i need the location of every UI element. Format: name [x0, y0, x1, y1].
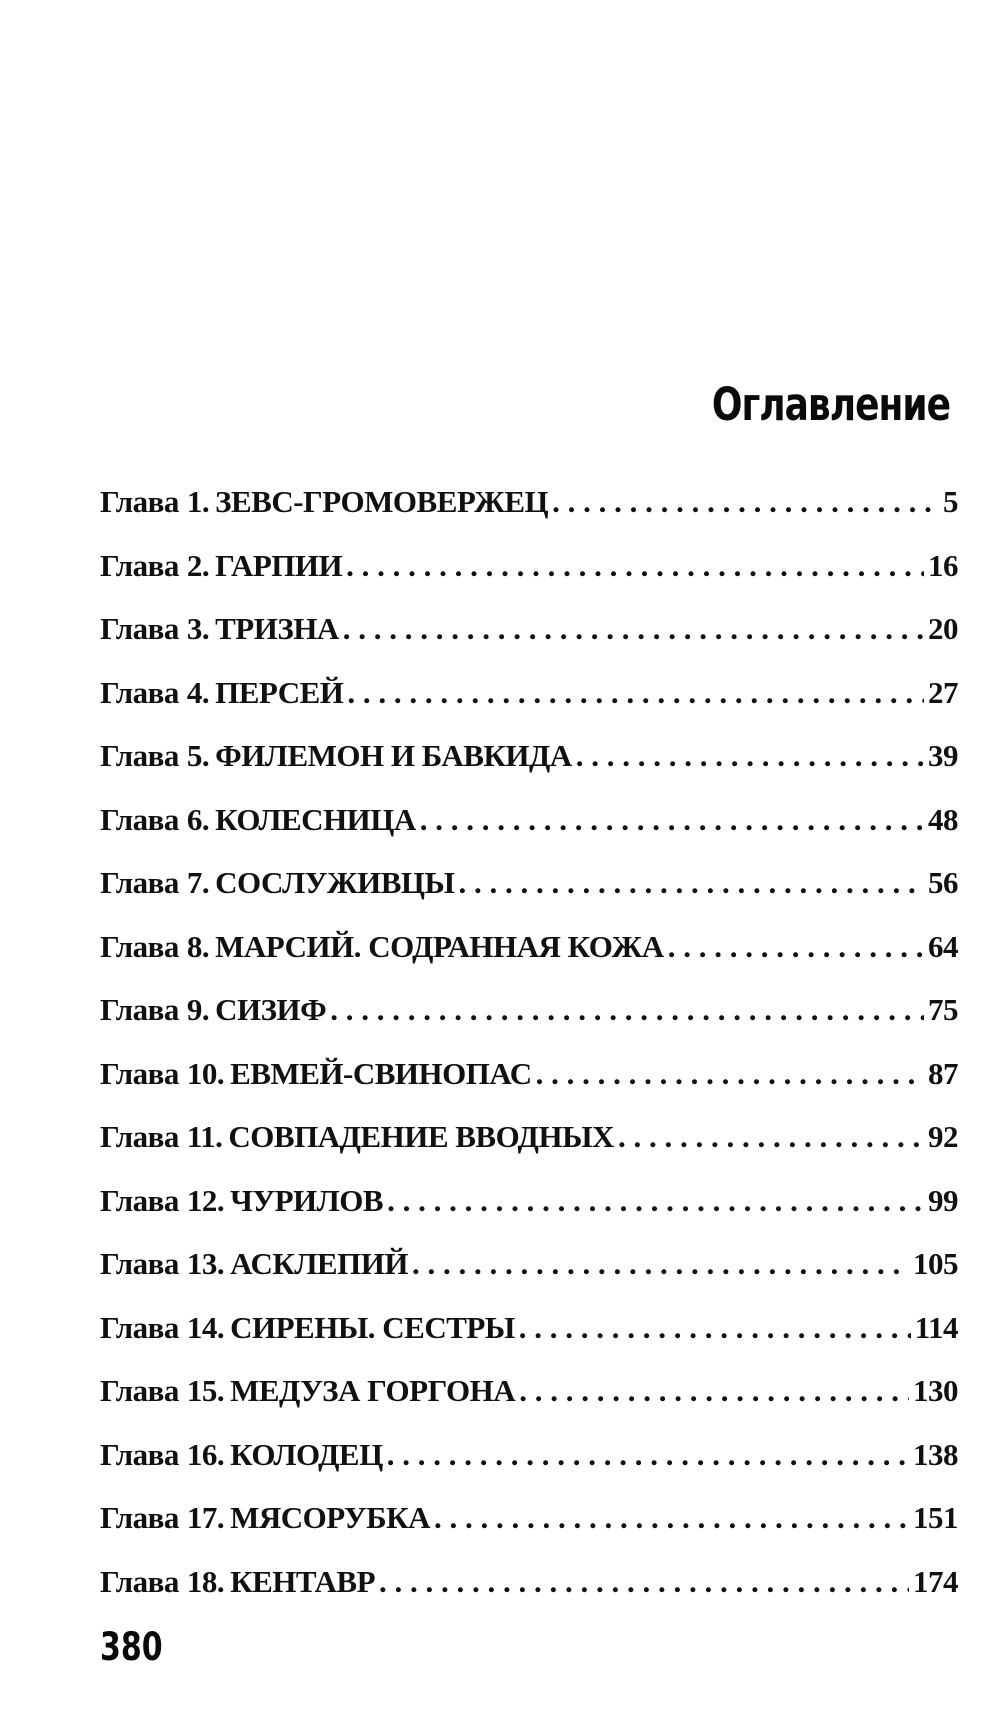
toc-entry-label	[100, 1564, 375, 1600]
chapter-title: КОЛЕСНИЦА	[215, 801, 416, 837]
chapter-number: 7.	[186, 865, 210, 900]
chapter-number: 9.	[186, 992, 210, 1027]
chapter-prefix: Глава	[100, 992, 179, 1027]
chapter-page-number: 92	[928, 1119, 958, 1154]
chapter-page-number: 138	[913, 1436, 958, 1472]
dot-leader	[576, 738, 924, 774]
toc-entry-label	[100, 1119, 614, 1155]
dot-leader	[343, 611, 924, 647]
chapter-page-number: 16	[928, 547, 958, 583]
chapter-number: 10.	[186, 1055, 225, 1091]
chapter-page-number: 99	[928, 1182, 958, 1218]
chapter-title: ЧУРИЛОВ	[230, 1182, 384, 1218]
chapter-title: СОВПАДЕНИЕ ВВОДНЫХ	[228, 1119, 614, 1154]
chapter-number: 1.	[186, 484, 210, 519]
chapter-number: 18.	[186, 1563, 225, 1599]
chapter-prefix: Глава	[100, 865, 179, 900]
chapter-number: 17.	[186, 1500, 225, 1535]
toc-entry	[100, 1373, 958, 1437]
toc-entry-label	[100, 1056, 532, 1092]
chapter-prefix: Глава	[100, 1373, 179, 1408]
toc-entry-label	[100, 611, 339, 647]
chapter-page-number: 151	[913, 1500, 958, 1535]
chapter-title: КЕНТАВР	[230, 1563, 376, 1599]
chapter-prefix: Глава	[100, 674, 179, 710]
toc-entry	[100, 929, 958, 993]
chapter-prefix: Глава	[100, 1246, 179, 1281]
dot-leader	[519, 1373, 909, 1409]
chapter-title: ГАРПИИ	[215, 547, 343, 583]
toc-entry	[100, 1183, 958, 1247]
chapter-prefix: Глава	[100, 547, 179, 583]
chapter-title: СИЗИФ	[215, 992, 327, 1027]
chapter-page-number: 48	[928, 801, 958, 837]
dot-leader	[347, 675, 924, 711]
dot-leader	[519, 1310, 911, 1346]
dot-leader	[536, 1056, 924, 1092]
chapter-prefix: Глава	[100, 801, 179, 837]
chapter-prefix: Глава	[100, 1119, 179, 1154]
chapter-prefix: Глава	[100, 1055, 179, 1091]
chapter-number: 2.	[186, 547, 210, 583]
toc-entry	[100, 992, 958, 1056]
chapter-page-number: 39	[928, 738, 958, 773]
dot-leader	[387, 1437, 909, 1473]
toc-entry	[100, 865, 958, 929]
toc-entry	[100, 1437, 958, 1501]
toc-entry	[100, 548, 958, 612]
chapter-title: МЯСОРУБКА	[230, 1500, 431, 1535]
chapter-number: 4.	[186, 674, 210, 710]
chapter-prefix: Глава	[100, 738, 179, 773]
chapter-page-number: 75	[928, 992, 958, 1027]
toc-entry	[100, 1056, 958, 1120]
chapter-prefix: Глава	[100, 611, 179, 646]
chapter-title: ЕВМЕЙ-СВИНОПАС	[230, 1055, 532, 1091]
dot-leader	[668, 929, 924, 965]
chapter-prefix: Глава	[100, 1500, 179, 1535]
chapter-page-number: 56	[928, 865, 958, 900]
toc-entry	[100, 484, 958, 548]
chapter-page-number: 114	[914, 1309, 958, 1345]
toc-entry	[100, 675, 958, 739]
chapter-number: 11.	[186, 1119, 223, 1154]
dot-leader	[618, 1119, 924, 1155]
chapter-prefix: Глава	[100, 1563, 179, 1599]
dot-leader	[420, 802, 924, 838]
toc-list	[100, 484, 958, 1627]
toc-entry-label	[100, 929, 664, 965]
chapter-prefix: Глава	[100, 484, 179, 519]
chapter-page-number: 5	[943, 484, 958, 519]
chapter-page-number: 87	[928, 1055, 958, 1091]
chapter-number: 8.	[186, 928, 210, 964]
dot-leader	[330, 992, 924, 1028]
toc-entry	[100, 1500, 958, 1564]
toc-entry	[100, 1246, 958, 1310]
chapter-number: 6.	[186, 801, 210, 837]
chapter-title: ТРИЗНА	[215, 611, 339, 646]
chapter-number: 12.	[186, 1182, 225, 1218]
chapter-title: ЗЕВС-ГРОМОВЕРЖЕЦ	[215, 484, 549, 519]
chapter-number: 16.	[186, 1436, 225, 1472]
dot-leader	[552, 484, 939, 520]
chapter-page-number: 174	[913, 1563, 958, 1599]
toc-entry-label	[100, 992, 326, 1028]
chapter-prefix: Глава	[100, 1436, 179, 1472]
chapter-page-number: 20	[928, 611, 958, 646]
toc-entry	[100, 1310, 958, 1374]
toc-entry-label	[100, 675, 343, 711]
toc-entry-label	[100, 738, 572, 774]
toc-entry-label	[100, 865, 454, 901]
page-number: 380	[100, 1625, 163, 1671]
chapter-prefix: Глава	[100, 1182, 179, 1218]
toc-entry-label	[100, 1246, 408, 1282]
dot-leader	[412, 1246, 909, 1282]
toc-entry-label	[100, 802, 416, 838]
toc-entry	[100, 1564, 958, 1628]
dot-leader	[346, 548, 924, 584]
chapter-title: МЕДУЗА ГОРГОНА	[230, 1373, 516, 1408]
toc-entry-label	[100, 1437, 383, 1473]
chapter-number: 5.	[186, 738, 210, 773]
toc-entry-label	[100, 1183, 383, 1219]
chapter-title: АСКЛЕПИЙ	[230, 1246, 408, 1281]
chapter-page-number: 27	[928, 674, 958, 710]
chapter-number: 3.	[186, 611, 210, 646]
toc-entry-label	[100, 1310, 515, 1346]
chapter-page-number: 105	[913, 1246, 958, 1281]
chapter-title: КОЛОДЕЦ	[230, 1436, 383, 1472]
chapter-number: 13.	[186, 1246, 225, 1281]
toc-entry-label	[100, 1500, 430, 1536]
chapter-page-number: 64	[928, 928, 958, 964]
chapter-title: СОСЛУЖИВЦЫ	[215, 865, 455, 900]
chapter-page-number: 130	[913, 1373, 958, 1408]
dot-leader	[458, 865, 924, 901]
toc-heading: Оглавление	[711, 380, 950, 432]
toc-entry	[100, 802, 958, 866]
toc-entry-label	[100, 484, 548, 520]
dot-leader	[387, 1183, 924, 1219]
dot-leader	[434, 1500, 909, 1536]
dot-leader	[379, 1564, 909, 1600]
toc-entry-label	[100, 1373, 515, 1409]
chapter-title: МАРСИЙ. СОДРАННАЯ КОЖА	[215, 928, 664, 964]
toc-entry	[100, 611, 958, 675]
chapter-prefix: Глава	[100, 928, 179, 964]
toc-entry	[100, 738, 958, 802]
chapter-title: ПЕРСЕЙ	[215, 674, 344, 710]
chapter-title: СИРЕНЫ. СЕСТРЫ	[230, 1309, 515, 1345]
toc-entry-label	[100, 548, 342, 584]
chapter-number: 15.	[186, 1373, 225, 1408]
chapter-number: 14.	[186, 1309, 225, 1345]
chapter-title: ФИЛЕМОН И БАВКИДА	[215, 738, 572, 773]
toc-entry	[100, 1119, 958, 1183]
chapter-prefix: Глава	[100, 1309, 179, 1345]
